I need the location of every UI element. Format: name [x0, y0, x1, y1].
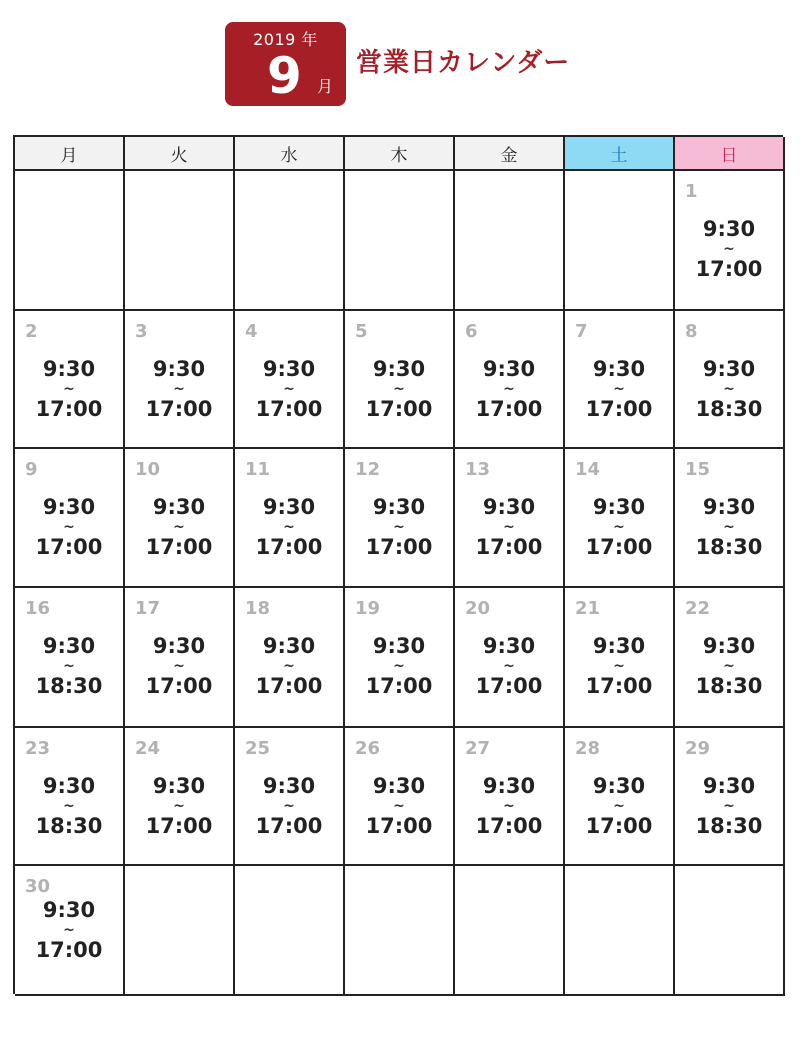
close-time: 17:00 [475, 397, 543, 421]
range-separator: ~ [613, 658, 625, 674]
open-time: 9:30 [262, 774, 316, 798]
day-cell [455, 311, 565, 449]
range-separator: ~ [173, 381, 185, 397]
business-hours [565, 634, 673, 698]
range-separator: ~ [283, 519, 295, 535]
business-hours [345, 495, 453, 559]
business-hours [125, 357, 233, 421]
close-time: 17:00 [255, 535, 323, 559]
open-time: 9:30 [592, 495, 646, 519]
open-time: 9:30 [262, 357, 316, 381]
empty-day-cell [345, 171, 455, 311]
business-hours [565, 495, 673, 559]
empty-day-cell [675, 866, 785, 996]
day-cell [455, 588, 565, 728]
open-time: 9:30 [702, 495, 756, 519]
business-hours [125, 634, 233, 698]
day-number: 15 [685, 459, 711, 480]
close-time: 18:30 [695, 535, 763, 559]
business-hours [675, 774, 783, 838]
range-separator: ~ [723, 519, 735, 535]
day-cell [15, 728, 125, 866]
business-hours [15, 774, 123, 838]
open-time: 9:30 [152, 495, 206, 519]
month-number: 9 [267, 47, 302, 105]
range-separator: ~ [613, 519, 625, 535]
day-cell [345, 311, 455, 449]
close-time: 17:00 [145, 535, 213, 559]
range-separator: ~ [723, 798, 735, 814]
close-time: 17:00 [255, 397, 323, 421]
close-time: 17:00 [585, 674, 653, 698]
day-cell [675, 311, 785, 449]
day-cell [565, 588, 675, 728]
day-number: 28 [575, 738, 601, 759]
open-time: 9:30 [372, 634, 426, 658]
open-time: 9:30 [262, 495, 316, 519]
close-time: 18:30 [695, 397, 763, 421]
weekday-header-thu: 木 [345, 137, 455, 171]
day-cell [125, 728, 235, 866]
day-cell [15, 588, 125, 728]
business-hours [675, 634, 783, 698]
day-number: 21 [575, 598, 601, 619]
range-separator: ~ [63, 519, 75, 535]
day-cell [675, 728, 785, 866]
day-cell [345, 449, 455, 588]
open-time: 9:30 [42, 634, 96, 658]
close-time: 17:00 [35, 397, 103, 421]
business-hours [15, 898, 123, 962]
close-time: 17:00 [35, 938, 103, 962]
close-time: 17:00 [475, 814, 543, 838]
business-hours [235, 495, 343, 559]
weekday-header-tue: 火 [125, 137, 235, 171]
close-time: 17:00 [255, 674, 323, 698]
range-separator: ~ [63, 922, 75, 938]
business-hours [455, 357, 563, 421]
business-hours [345, 357, 453, 421]
day-cell [125, 311, 235, 449]
day-number: 22 [685, 598, 711, 619]
day-cell [235, 449, 345, 588]
range-separator: ~ [283, 381, 295, 397]
calendar-grid [13, 135, 783, 994]
day-cell [565, 728, 675, 866]
page-title: 営業日カレンダー [356, 48, 571, 78]
range-separator: ~ [63, 658, 75, 674]
open-time: 9:30 [592, 634, 646, 658]
day-cell [345, 728, 455, 866]
open-time: 9:30 [702, 217, 756, 241]
year-unit: 年 [301, 30, 318, 49]
day-number: 14 [575, 459, 601, 480]
business-hours [345, 634, 453, 698]
open-time: 9:30 [702, 774, 756, 798]
day-cell [15, 866, 125, 996]
range-separator: ~ [173, 519, 185, 535]
open-time: 9:30 [42, 357, 96, 381]
range-separator: ~ [283, 798, 295, 814]
business-hours [675, 217, 783, 281]
day-number: 4 [245, 321, 258, 342]
day-cell [15, 311, 125, 449]
business-hours [455, 634, 563, 698]
range-separator: ~ [613, 381, 625, 397]
day-number: 10 [135, 459, 161, 480]
day-number: 27 [465, 738, 491, 759]
open-time: 9:30 [702, 634, 756, 658]
close-time: 17:00 [695, 257, 763, 281]
day-number: 7 [575, 321, 588, 342]
empty-day-cell [455, 171, 565, 311]
day-number: 13 [465, 459, 491, 480]
day-cell [565, 311, 675, 449]
empty-day-cell [125, 171, 235, 311]
close-time: 18:30 [695, 674, 763, 698]
business-hours [235, 357, 343, 421]
day-cell [675, 171, 785, 311]
close-time: 17:00 [365, 814, 433, 838]
business-hours [125, 495, 233, 559]
open-time: 9:30 [482, 774, 536, 798]
close-time: 17:00 [585, 397, 653, 421]
day-cell [345, 588, 455, 728]
day-number: 17 [135, 598, 161, 619]
empty-day-cell [235, 171, 345, 311]
day-number: 24 [135, 738, 161, 759]
empty-day-cell [565, 866, 675, 996]
range-separator: ~ [723, 381, 735, 397]
day-cell [15, 449, 125, 588]
empty-day-cell [345, 866, 455, 996]
business-hours [15, 634, 123, 698]
range-separator: ~ [283, 658, 295, 674]
day-number: 6 [465, 321, 478, 342]
weekday-header-sun: 日 [675, 137, 785, 171]
business-hours [675, 495, 783, 559]
close-time: 18:30 [35, 814, 103, 838]
range-separator: ~ [503, 519, 515, 535]
close-time: 17:00 [145, 397, 213, 421]
day-number: 16 [25, 598, 51, 619]
close-time: 17:00 [585, 535, 653, 559]
day-cell [675, 449, 785, 588]
day-cell [235, 311, 345, 449]
day-number: 9 [25, 459, 38, 480]
close-time: 18:30 [695, 814, 763, 838]
open-time: 9:30 [372, 774, 426, 798]
day-number: 25 [245, 738, 271, 759]
day-number: 29 [685, 738, 711, 759]
close-time: 17:00 [255, 814, 323, 838]
open-time: 9:30 [592, 774, 646, 798]
day-cell [235, 728, 345, 866]
range-separator: ~ [503, 381, 515, 397]
range-separator: ~ [503, 798, 515, 814]
range-separator: ~ [723, 241, 735, 257]
day-number: 20 [465, 598, 491, 619]
business-hours [125, 774, 233, 838]
range-separator: ~ [503, 658, 515, 674]
open-time: 9:30 [372, 495, 426, 519]
close-time: 17:00 [475, 674, 543, 698]
empty-day-cell [15, 171, 125, 311]
open-time: 9:30 [262, 634, 316, 658]
day-cell [455, 449, 565, 588]
open-time: 9:30 [42, 774, 96, 798]
range-separator: ~ [613, 798, 625, 814]
day-cell [455, 728, 565, 866]
day-number: 19 [355, 598, 381, 619]
business-hours [455, 495, 563, 559]
close-time: 17:00 [35, 535, 103, 559]
day-number: 3 [135, 321, 148, 342]
close-time: 17:00 [145, 674, 213, 698]
day-number: 23 [25, 738, 51, 759]
day-number: 12 [355, 459, 381, 480]
day-number: 26 [355, 738, 381, 759]
range-separator: ~ [173, 798, 185, 814]
day-number: 1 [685, 181, 698, 202]
day-number: 5 [355, 321, 368, 342]
open-time: 9:30 [372, 357, 426, 381]
month-badge [225, 22, 346, 106]
weekday-header-mon: 月 [15, 137, 125, 171]
range-separator: ~ [393, 519, 405, 535]
day-cell [235, 588, 345, 728]
close-time: 17:00 [585, 814, 653, 838]
open-time: 9:30 [482, 495, 536, 519]
month-unit: 月 [317, 77, 334, 96]
business-hours [15, 357, 123, 421]
business-hours [345, 774, 453, 838]
close-time: 17:00 [475, 535, 543, 559]
open-time: 9:30 [42, 898, 96, 922]
open-time: 9:30 [42, 495, 96, 519]
open-time: 9:30 [482, 357, 536, 381]
range-separator: ~ [63, 798, 75, 814]
empty-day-cell [565, 171, 675, 311]
close-time: 17:00 [365, 535, 433, 559]
business-hours [235, 634, 343, 698]
range-separator: ~ [393, 658, 405, 674]
day-number: 2 [25, 321, 38, 342]
year-value: 2019 [253, 30, 296, 49]
empty-day-cell [455, 866, 565, 996]
range-separator: ~ [393, 798, 405, 814]
day-cell [565, 449, 675, 588]
day-number: 30 [25, 876, 51, 897]
weekday-header-fri: 金 [455, 137, 565, 171]
day-number: 11 [245, 459, 271, 480]
open-time: 9:30 [152, 774, 206, 798]
open-time: 9:30 [482, 634, 536, 658]
open-time: 9:30 [702, 357, 756, 381]
business-hours [235, 774, 343, 838]
close-time: 17:00 [365, 674, 433, 698]
empty-day-cell [125, 866, 235, 996]
weekday-header-wed: 水 [235, 137, 345, 171]
day-cell [125, 588, 235, 728]
close-time: 18:30 [35, 674, 103, 698]
range-separator: ~ [393, 381, 405, 397]
business-hours [565, 357, 673, 421]
business-hours [675, 357, 783, 421]
day-number: 18 [245, 598, 271, 619]
business-hours [565, 774, 673, 838]
weekday-header-sat: 土 [565, 137, 675, 171]
open-time: 9:30 [152, 634, 206, 658]
open-time: 9:30 [592, 357, 646, 381]
range-separator: ~ [723, 658, 735, 674]
business-hours [455, 774, 563, 838]
range-separator: ~ [173, 658, 185, 674]
range-separator: ~ [63, 381, 75, 397]
close-time: 17:00 [365, 397, 433, 421]
business-hours [15, 495, 123, 559]
open-time: 9:30 [152, 357, 206, 381]
day-number: 8 [685, 321, 698, 342]
empty-day-cell [235, 866, 345, 996]
close-time: 17:00 [145, 814, 213, 838]
day-cell [675, 588, 785, 728]
day-cell [125, 449, 235, 588]
